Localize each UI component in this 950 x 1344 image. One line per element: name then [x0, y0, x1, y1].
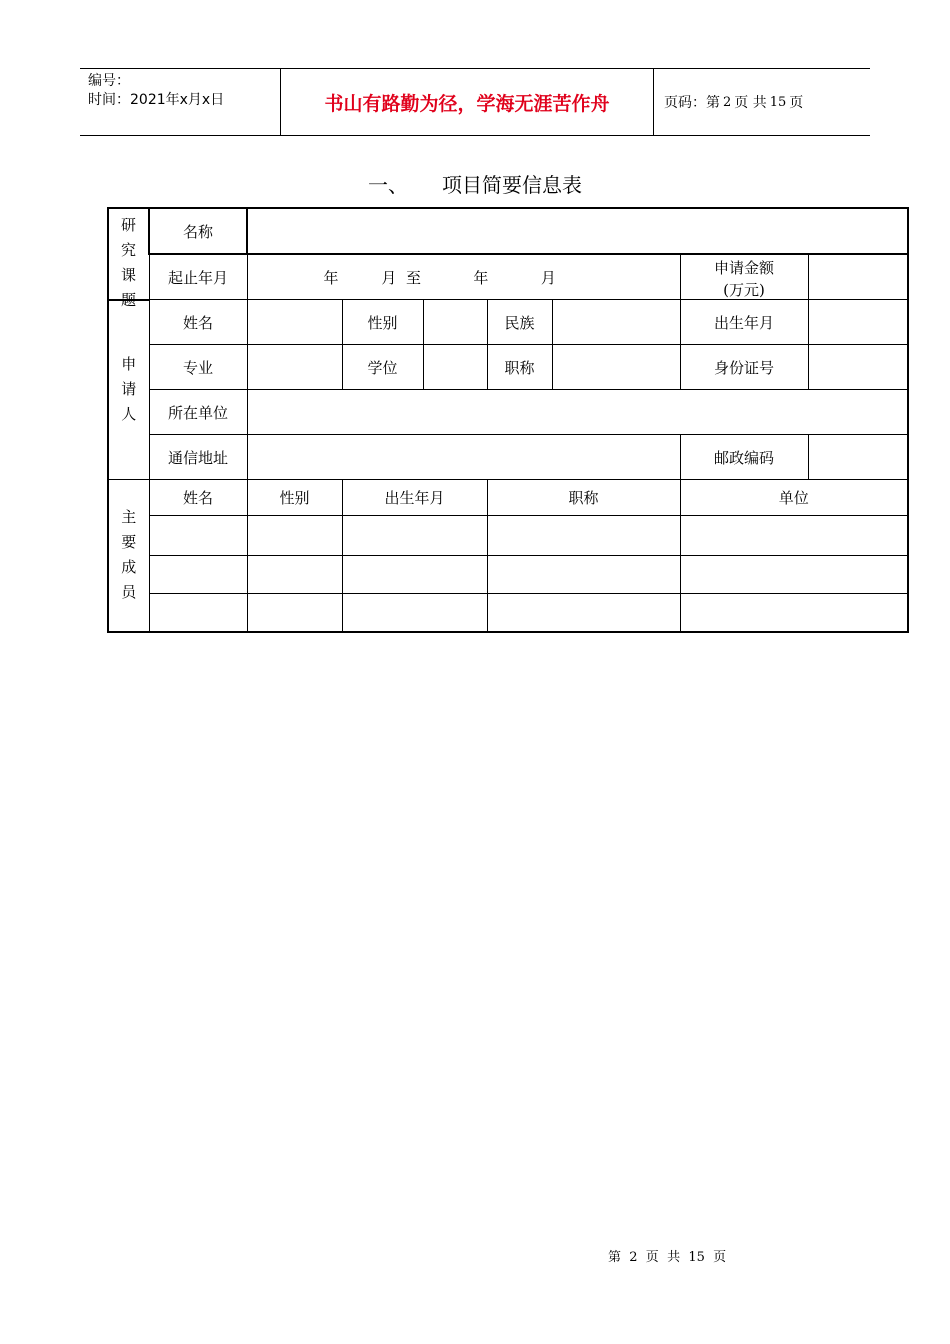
applicant-title-field[interactable]: [552, 345, 680, 390]
member-3-birth-field[interactable]: [342, 594, 487, 632]
period-field[interactable]: 年 月 至 年 月: [247, 254, 680, 300]
label-name: 名称: [149, 208, 247, 254]
applicant-id-field[interactable]: [808, 345, 908, 390]
applicant-birth-field[interactable]: [808, 300, 908, 345]
page-header: [80, 68, 870, 136]
label-period: 起止年月: [149, 254, 247, 300]
topic-name-field[interactable]: [247, 208, 908, 254]
applicant-major-field[interactable]: [247, 345, 342, 390]
title-number: 一、: [368, 173, 408, 197]
member-header-name: 姓名: [149, 480, 247, 516]
label-applicant-postcode: 邮政编码: [680, 435, 808, 480]
page-suffix: 页: [789, 95, 804, 111]
label-applicant-name: 姓名: [149, 300, 247, 345]
label-amount-line1: 申请金额: [713, 259, 774, 277]
member-header-birth: 出生年月: [342, 480, 487, 516]
member-header-gender: 性别: [247, 480, 342, 516]
member-3-gender-field[interactable]: [247, 594, 342, 632]
applicant-postcode-field[interactable]: [808, 435, 908, 480]
section-label-members: 主要成员: [108, 480, 149, 632]
label-amount-line2: (万元): [723, 281, 765, 299]
project-info-table: [107, 207, 909, 633]
header-page-info: [654, 69, 870, 135]
member-3-name-field[interactable]: [149, 594, 247, 632]
member-1-name-field[interactable]: [149, 516, 247, 556]
member-2-birth-field[interactable]: [342, 556, 487, 594]
label-applicant-title: 职称: [487, 345, 552, 390]
page-current: 2: [723, 94, 732, 110]
document-date-label: 时间：2021年x月x日: [88, 92, 225, 108]
member-2-unit-field[interactable]: [680, 556, 908, 594]
label-applicant-gender: 性别: [342, 300, 423, 345]
member-header-title: 职称: [487, 480, 680, 516]
applicant-gender-field[interactable]: [423, 300, 487, 345]
header-meta: [80, 69, 281, 135]
label-applicant-major: 专业: [149, 345, 247, 390]
amount-field[interactable]: [808, 254, 908, 300]
table-row: [108, 594, 908, 632]
label-applicant-ethnicity: 民族: [487, 300, 552, 345]
table-row: [108, 516, 908, 556]
page-mid: 页 共: [734, 95, 767, 111]
member-1-title-field[interactable]: [487, 516, 680, 556]
label-applicant-unit: 所在单位: [149, 390, 247, 435]
page-total: 15: [769, 94, 787, 110]
section-label-topic: 研究课题: [108, 208, 149, 300]
label-applicant-degree: 学位: [342, 345, 423, 390]
applicant-address-field[interactable]: [247, 435, 680, 480]
applicant-ethnicity-field[interactable]: [552, 300, 680, 345]
applicant-name-field[interactable]: [247, 300, 342, 345]
label-applicant-id: 身份证号: [680, 345, 808, 390]
label-amount: [680, 254, 808, 300]
label-applicant-address: 通信地址: [149, 435, 247, 480]
section-label-applicant: 申请人: [108, 300, 149, 480]
member-header-unit: 单位: [680, 480, 908, 516]
member-1-unit-field[interactable]: [680, 516, 908, 556]
header-slogan: 书山有路勤为径，学海无涯苦作舟: [281, 69, 654, 135]
page-footer: 第 2 页 共 15 页: [608, 1250, 727, 1265]
member-2-name-field[interactable]: [149, 556, 247, 594]
page-prefix: 页码：第: [664, 95, 720, 111]
applicant-degree-field[interactable]: [423, 345, 487, 390]
title-text: 项目简要信息表: [442, 173, 582, 197]
member-3-unit-field[interactable]: [680, 594, 908, 632]
page-title: [0, 171, 950, 199]
member-3-title-field[interactable]: [487, 594, 680, 632]
member-1-birth-field[interactable]: [342, 516, 487, 556]
table-row: [108, 556, 908, 594]
document-number-label: 编号：: [88, 73, 130, 89]
member-1-gender-field[interactable]: [247, 516, 342, 556]
member-2-title-field[interactable]: [487, 556, 680, 594]
member-2-gender-field[interactable]: [247, 556, 342, 594]
label-applicant-birth: 出生年月: [680, 300, 808, 345]
applicant-unit-field[interactable]: [247, 390, 908, 435]
